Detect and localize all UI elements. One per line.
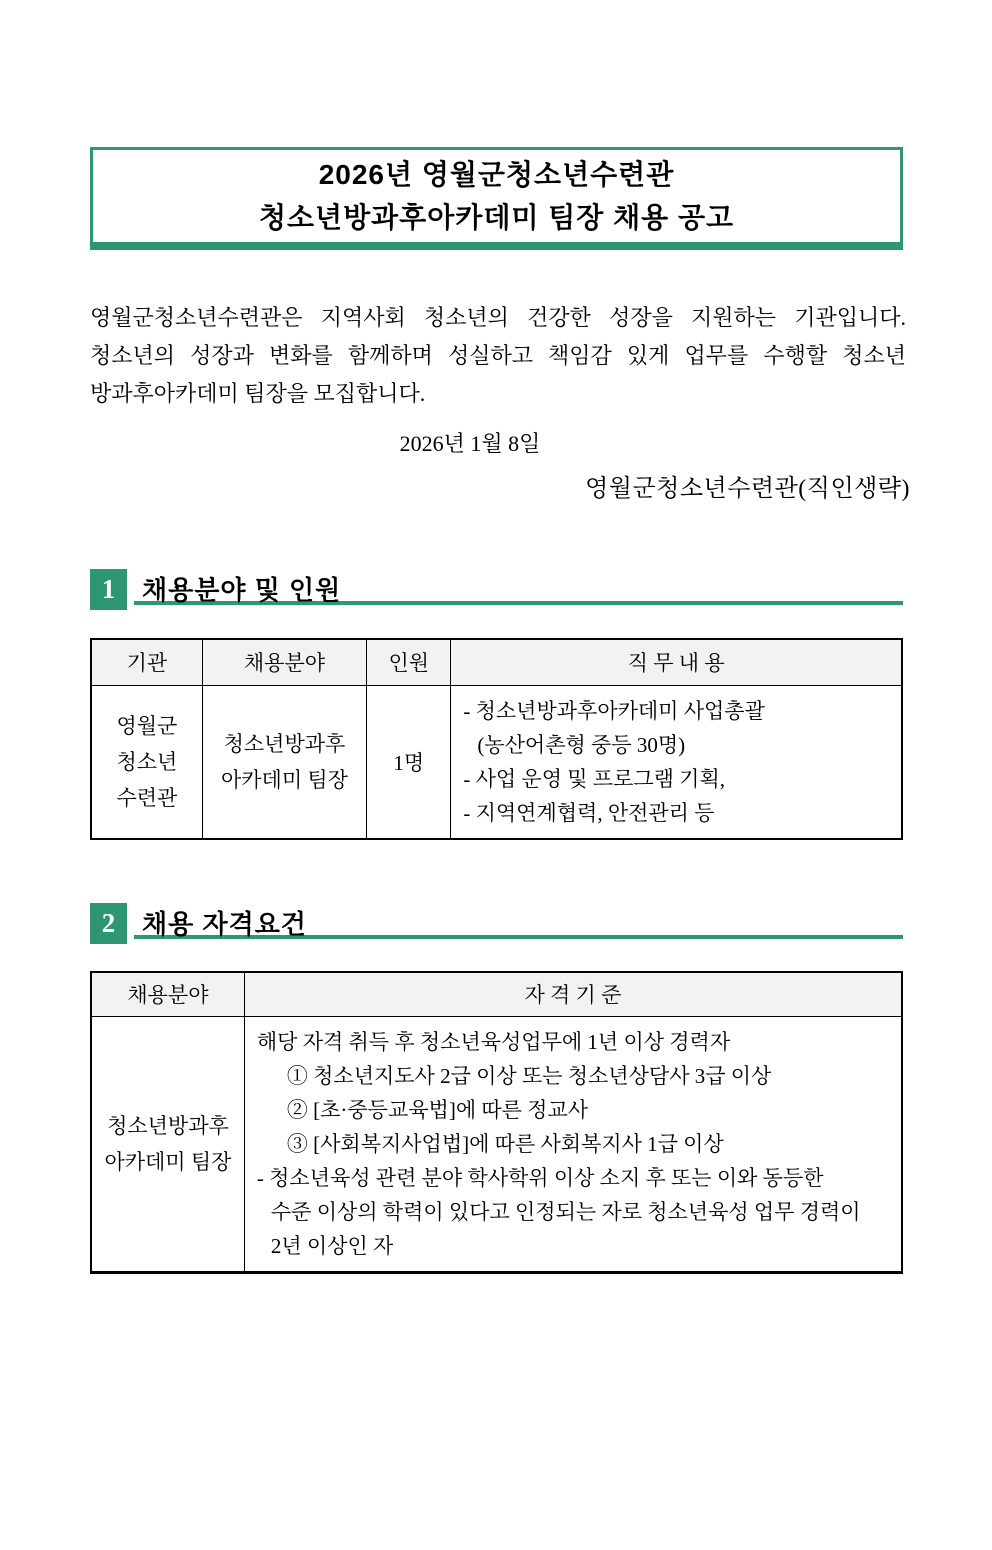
headcount-cell: 1명	[367, 685, 451, 839]
org-line: 청소년	[116, 749, 178, 774]
position-line: 청소년방과후	[223, 731, 346, 756]
intro-line-1: 영월군청소년수련관은 지역사회 청소년의 건강한 성장을 지원하는 기관입니다.	[90, 305, 906, 330]
qualification-position-line: 청소년방과후	[107, 1114, 229, 1138]
duty-line: - 지역연계협력, 안전관리 등	[463, 800, 715, 825]
position-line: 아카데미 팀장	[220, 767, 348, 792]
recruitment-header-duties: 직 무 내 용	[451, 639, 902, 685]
criteria-line: 수준 이상의 학력이 있다고 인정되는 자로 청소년육성 업무 경력이	[270, 1200, 861, 1224]
recruitment-header-org: 기관	[91, 639, 202, 685]
document-title-line1: 2026년 영월군청소년수련관	[318, 159, 675, 190]
qualification-table-header-row	[91, 972, 902, 1017]
section-1-heading	[90, 569, 903, 610]
recruitment-header-field: 채용분야	[202, 639, 366, 685]
intro-line-3: 방과후아카데미 팀장을 모집합니다.	[90, 381, 426, 406]
section-2-number-badge: 2	[90, 903, 127, 944]
org-cell	[91, 685, 202, 839]
org-line: 영월군	[116, 713, 178, 738]
duties-cell	[451, 685, 902, 839]
criteria-line: 해당 자격 취득 후 청소년육성업무에 1년 이상 경력자	[256, 1030, 731, 1054]
qualification-position-line: 아카데미 팀장	[104, 1150, 232, 1174]
recruitment-table	[90, 638, 903, 840]
section-1-title: 채용분야 및 인원	[142, 575, 342, 605]
qualification-position-cell	[91, 1017, 244, 1273]
criteria-cell	[244, 1017, 902, 1273]
criteria-line: ① 청소년지도사 2급 이상 또는 청소년상담사 3급 이상	[286, 1064, 772, 1088]
recruitment-header-headcount: 인원	[367, 639, 451, 685]
document-title-line2: 청소년방과후아카데미 팀장 채용 공고	[258, 202, 735, 233]
qualification-table	[90, 971, 903, 1275]
duty-line: - 사업 운영 및 프로그램 기획,	[463, 766, 725, 791]
recruitment-table-header-row	[91, 639, 902, 685]
criteria-line: 2년 이상인 자	[270, 1234, 394, 1258]
issuer-signature: 영월군청소년수련관(직인생략)	[585, 476, 910, 502]
document-page	[90, 147, 910, 1274]
title-box	[90, 147, 903, 250]
section-2-title: 채용 자격요건	[142, 908, 307, 939]
criteria-line: ③ [사회복지사업법]에 따른 사회복지사 1급 이상	[286, 1132, 724, 1156]
criteria-line: - 청소년육성 관련 분야 학사학위 이상 소지 후 또는 이와 동등한	[256, 1166, 824, 1190]
position-cell	[202, 685, 366, 839]
intro-paragraph	[90, 299, 906, 413]
intro-line-2: 청소년의 성장과 변화를 함께하며 성실하고 책임감 있게 업무를 수행할 청소년	[90, 343, 906, 368]
qualification-table-row	[91, 1017, 902, 1273]
criteria-line: ② [초·중등교육법]에 따른 정교사	[286, 1098, 589, 1122]
section-1-number-badge: 1	[90, 569, 127, 610]
recruitment-table-row	[91, 685, 902, 839]
duty-line: - 청소년방과후아카데미 사업총괄	[463, 698, 765, 723]
section-2-heading	[90, 903, 903, 944]
duty-line: (농산어촌형 중등 30명)	[477, 732, 686, 757]
qualification-header-field: 채용분야	[91, 972, 244, 1017]
org-line: 수련관	[116, 785, 178, 810]
qualification-header-criteria: 자 격 기 준	[244, 972, 902, 1017]
issue-date: 2026년 1월 8일	[399, 431, 541, 456]
